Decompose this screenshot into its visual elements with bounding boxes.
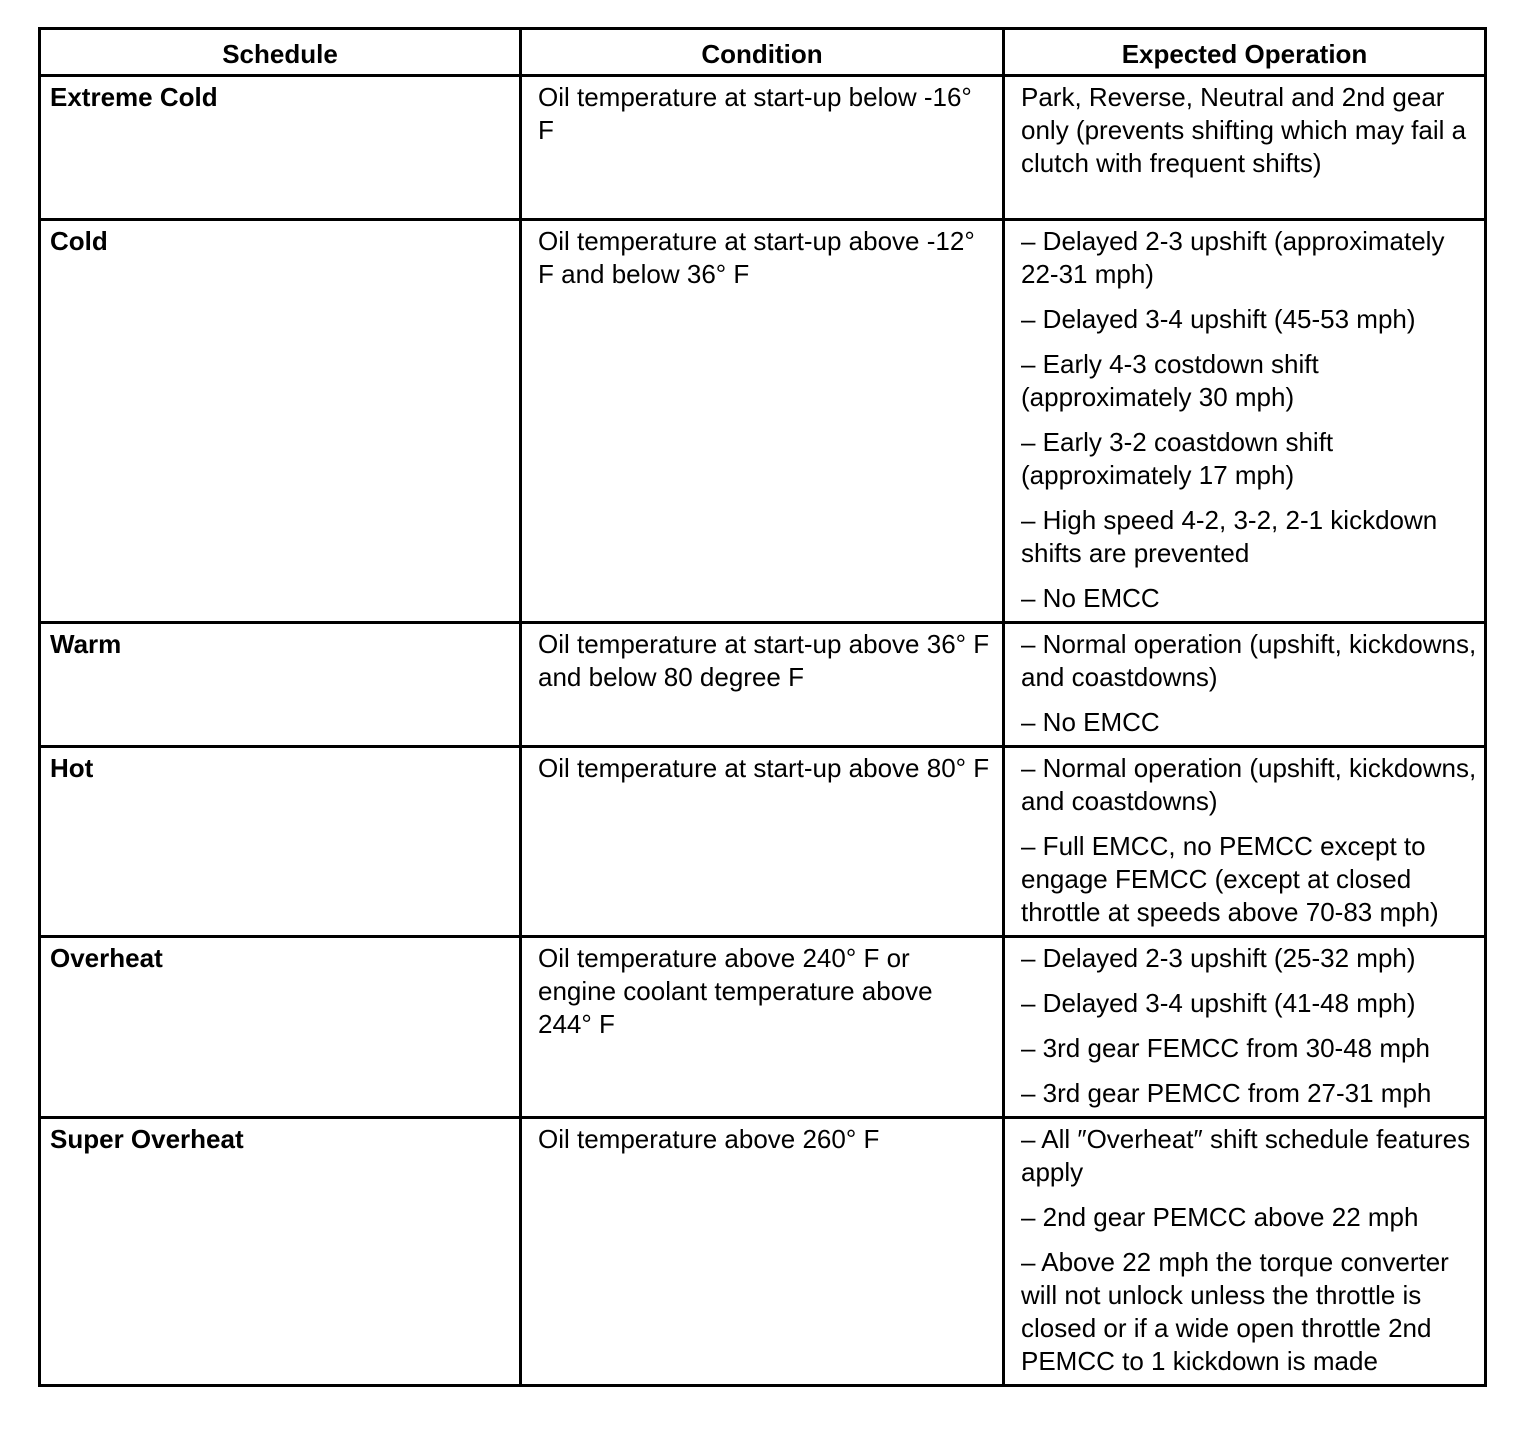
condition-cell: Oil temperature above 240° F or engine coolant temperature above 244° F <box>521 937 1004 1118</box>
operation-cell <box>1004 937 1486 1118</box>
condition-cell: Oil temperature at start-up above 80° F <box>521 747 1004 937</box>
header-row <box>40 29 1486 76</box>
table-row <box>40 747 1486 937</box>
schedule-cell: Cold <box>40 220 521 623</box>
operation-item: – Full EMCC, no PEMCC except to engage FEMCC (except at closed throttle at speeds above 70-83 mph) <box>1021 831 1439 927</box>
schedule-cell: Extreme Cold <box>40 76 521 220</box>
table-row <box>40 220 1486 623</box>
operation-cell <box>1004 623 1486 747</box>
header-expected-operation: Expected Operation <box>1004 29 1486 76</box>
table-header <box>40 29 1486 76</box>
table-body <box>40 76 1486 1386</box>
shift-schedule-table <box>38 27 1487 1387</box>
operation-item: – Delayed 3-4 upshift (41-48 mph) <box>1021 988 1416 1018</box>
operation-cell <box>1004 1118 1486 1386</box>
operation-item: – High speed 4-2, 3-2, 2-1 kickdown shifts are prevented <box>1021 505 1438 568</box>
schedule-cell: Super Overheat <box>40 1118 521 1386</box>
table-row <box>40 1118 1486 1386</box>
operation-item: – No EMCC <box>1021 707 1160 737</box>
operation-item: – 3rd gear PEMCC from 27-31 mph <box>1021 1078 1432 1108</box>
operation-cell <box>1004 747 1486 937</box>
operation-item: – Above 22 mph the torque converter will not unlock unless the throttle is closed or if a wide open throttle 2nd PEMCC to 1 kickdown is made <box>1021 1247 1449 1376</box>
schedule-cell: Warm <box>40 623 521 747</box>
operation-cell <box>1004 76 1486 220</box>
header-condition: Condition <box>521 29 1004 76</box>
operation-item: – 3rd gear FEMCC from 30-48 mph <box>1021 1033 1430 1063</box>
operation-item: Park, Reverse, Neutral and 2nd gear only (prevents shifting which may fail a clutch with frequent shifts) <box>1021 82 1467 178</box>
operation-item: – All ″Overheat″ shift schedule features apply <box>1021 1124 1471 1187</box>
operation-item: – Normal operation (upshift, kickdowns, and coastdowns) <box>1021 629 1477 692</box>
operation-item: – Delayed 3-4 upshift (45-53 mph) <box>1021 304 1416 334</box>
operation-item: – Delayed 2-3 upshift (approximately 22-31 mph) <box>1021 226 1445 289</box>
operation-item: – Early 3-2 coastdown shift (approximately 17 mph) <box>1021 427 1334 490</box>
schedule-cell: Hot <box>40 747 521 937</box>
table-row <box>40 76 1486 220</box>
operation-item: – Delayed 2-3 upshift (25-32 mph) <box>1021 943 1416 973</box>
table-row <box>40 623 1486 747</box>
operation-cell <box>1004 220 1486 623</box>
condition-cell: Oil temperature at start-up below -16° F <box>521 76 1004 220</box>
condition-cell: Oil temperature above 260° F <box>521 1118 1004 1386</box>
header-schedule: Schedule <box>40 29 521 76</box>
operation-item: – Normal operation (upshift, kickdowns, and coastdowns) <box>1021 753 1477 816</box>
table-row <box>40 937 1486 1118</box>
condition-cell: Oil temperature at start-up above 36° F and below 80 degree F <box>521 623 1004 747</box>
operation-item: – No EMCC <box>1021 583 1160 613</box>
schedule-cell: Overheat <box>40 937 521 1118</box>
operation-item: – 2nd gear PEMCC above 22 mph <box>1021 1202 1419 1232</box>
operation-item: – Early 4-3 costdown shift (approximately 30 mph) <box>1021 349 1319 412</box>
condition-cell: Oil temperature at start-up above -12° F and below 36° F <box>521 220 1004 623</box>
